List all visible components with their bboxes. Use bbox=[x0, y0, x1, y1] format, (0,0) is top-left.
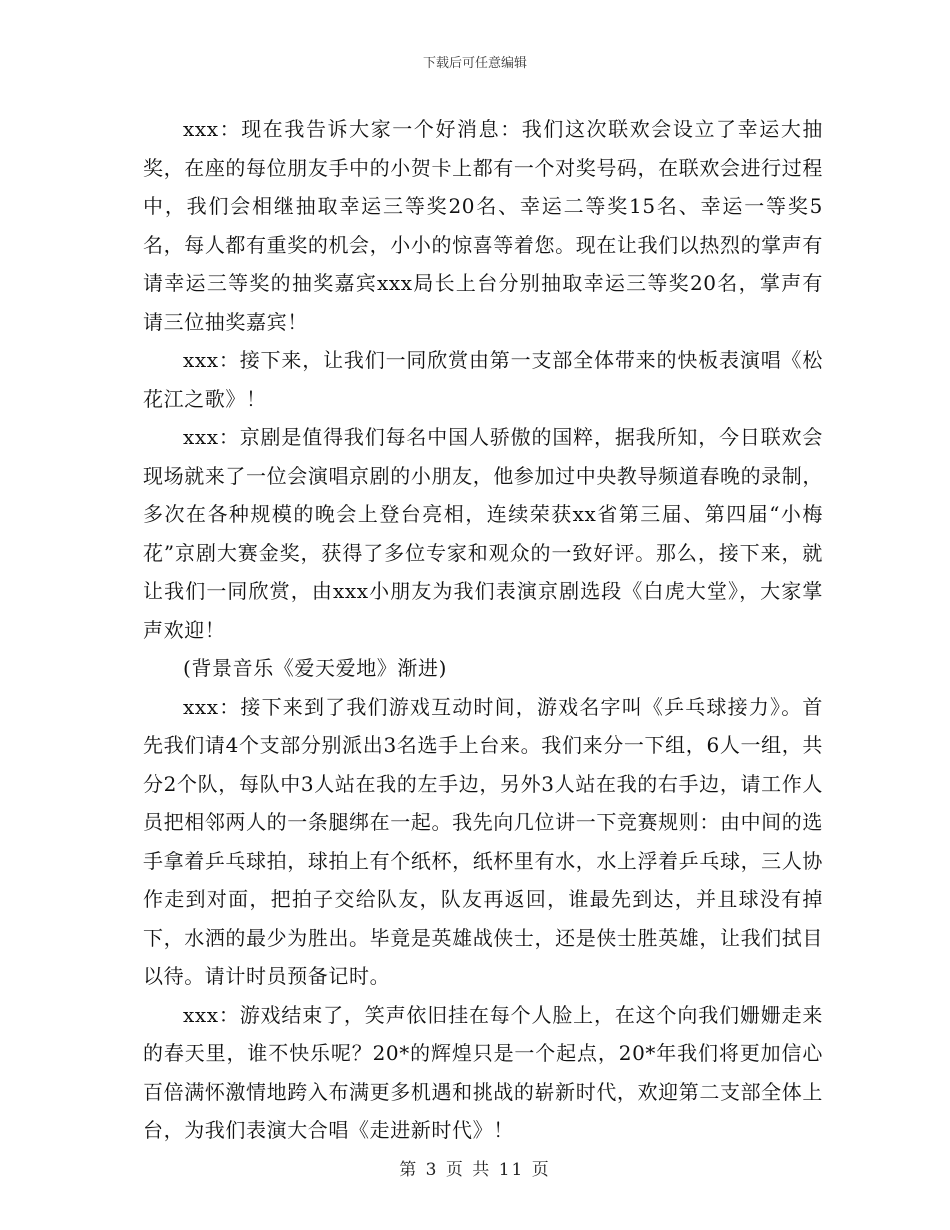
paragraph-background-music: (背景音乐《爱天爱地》渐进) bbox=[183, 656, 448, 680]
paragraph-game: xxx：接下来到了我们游戏互动时间，游戏名字叫《乒乓球接力》。首先我们请4个支部分别派出3名选手上台来。我们来分一下组，6人一组，共分2个队，每队中3人站在我的左手边，另外3人站在我的右手边，请工作人员把相邻两人的一条腿绑在一起。我先向几位讲一下竞赛规则：由中间的选手拿着乒乓球拍，球拍上有个纸杯，纸杯里有水，水上浮着乒乓球，三人协作走到对面，把拍子交给队友，队友再返回，谁最先到达，并且球没有掉下，水洒的最少为胜出。毕竟是英雄战侠士，还是侠士胜英雄，让我们拭目以待。请计时员预备记时。 bbox=[143, 694, 823, 988]
page-label-mid: 页 bbox=[445, 1160, 465, 1180]
paragraph-kuaiban: xxx：接下来，让我们一同欣赏由第一支部全体带来的快板表演唱《松花江之歌》！ bbox=[143, 348, 823, 411]
page-label-prefix: 第 bbox=[399, 1160, 419, 1180]
total-pages-number: 11 bbox=[498, 1160, 525, 1180]
paragraph-lottery: xxx：现在我告诉大家一个好消息：我们这次联欢会设立了幸运大抽奖，在座的每位朋友手中的小贺卡上都有一个对奖号码，在联欢会进行过程中，我们会相继抽取幸运三等奖20名、幸运二等奖15名、幸运一等奖5名，每人都有重奖的机会，小小的惊喜等着您。现在让我们以热烈的掌声有请幸运三等奖的抽奖嘉宾xxx局长上台分别抽取幸运三等奖20名，掌声有请三位抽奖嘉宾！ bbox=[143, 117, 823, 334]
page-footer bbox=[0, 1155, 950, 1180]
header-note: 下载后可任意编辑 bbox=[422, 56, 527, 71]
document-body bbox=[143, 110, 823, 1150]
page-label-suffix: 页 bbox=[531, 1160, 551, 1180]
total-label: 共 bbox=[472, 1160, 492, 1180]
current-page-number: 3 bbox=[425, 1160, 439, 1180]
paragraph-closing: xxx：游戏结束了，笑声依旧挂在每个人脸上，在这个向我们姗姗走来的春天里，谁不快乐呢？20*的辉煌只是一个起点，20*年我们将更加信心百倍满怀激情地跨入布满更多机遇和挑战的崭新时代，欢迎第二支部全体上台，为我们表演大合唱《走进新时代》！ bbox=[143, 1002, 823, 1142]
paragraph-peking-opera: xxx：京剧是值得我们每名中国人骄傲的国粹，据我所知，今日联欢会现场就来了一位会演唱京剧的小朋友，他参加过中央教导频道春晚的录制，多次在各种规模的晚会上登台亮相，连续荣获xx省第三届、第四届“小梅花”京剧大赛金奖，获得了多位专家和观众的一致好评。那么，接下来，就让我们一同欣赏，由xxx小朋友为我们表演京剧选段《白虎大堂》，大家掌声欢迎！ bbox=[143, 425, 823, 642]
